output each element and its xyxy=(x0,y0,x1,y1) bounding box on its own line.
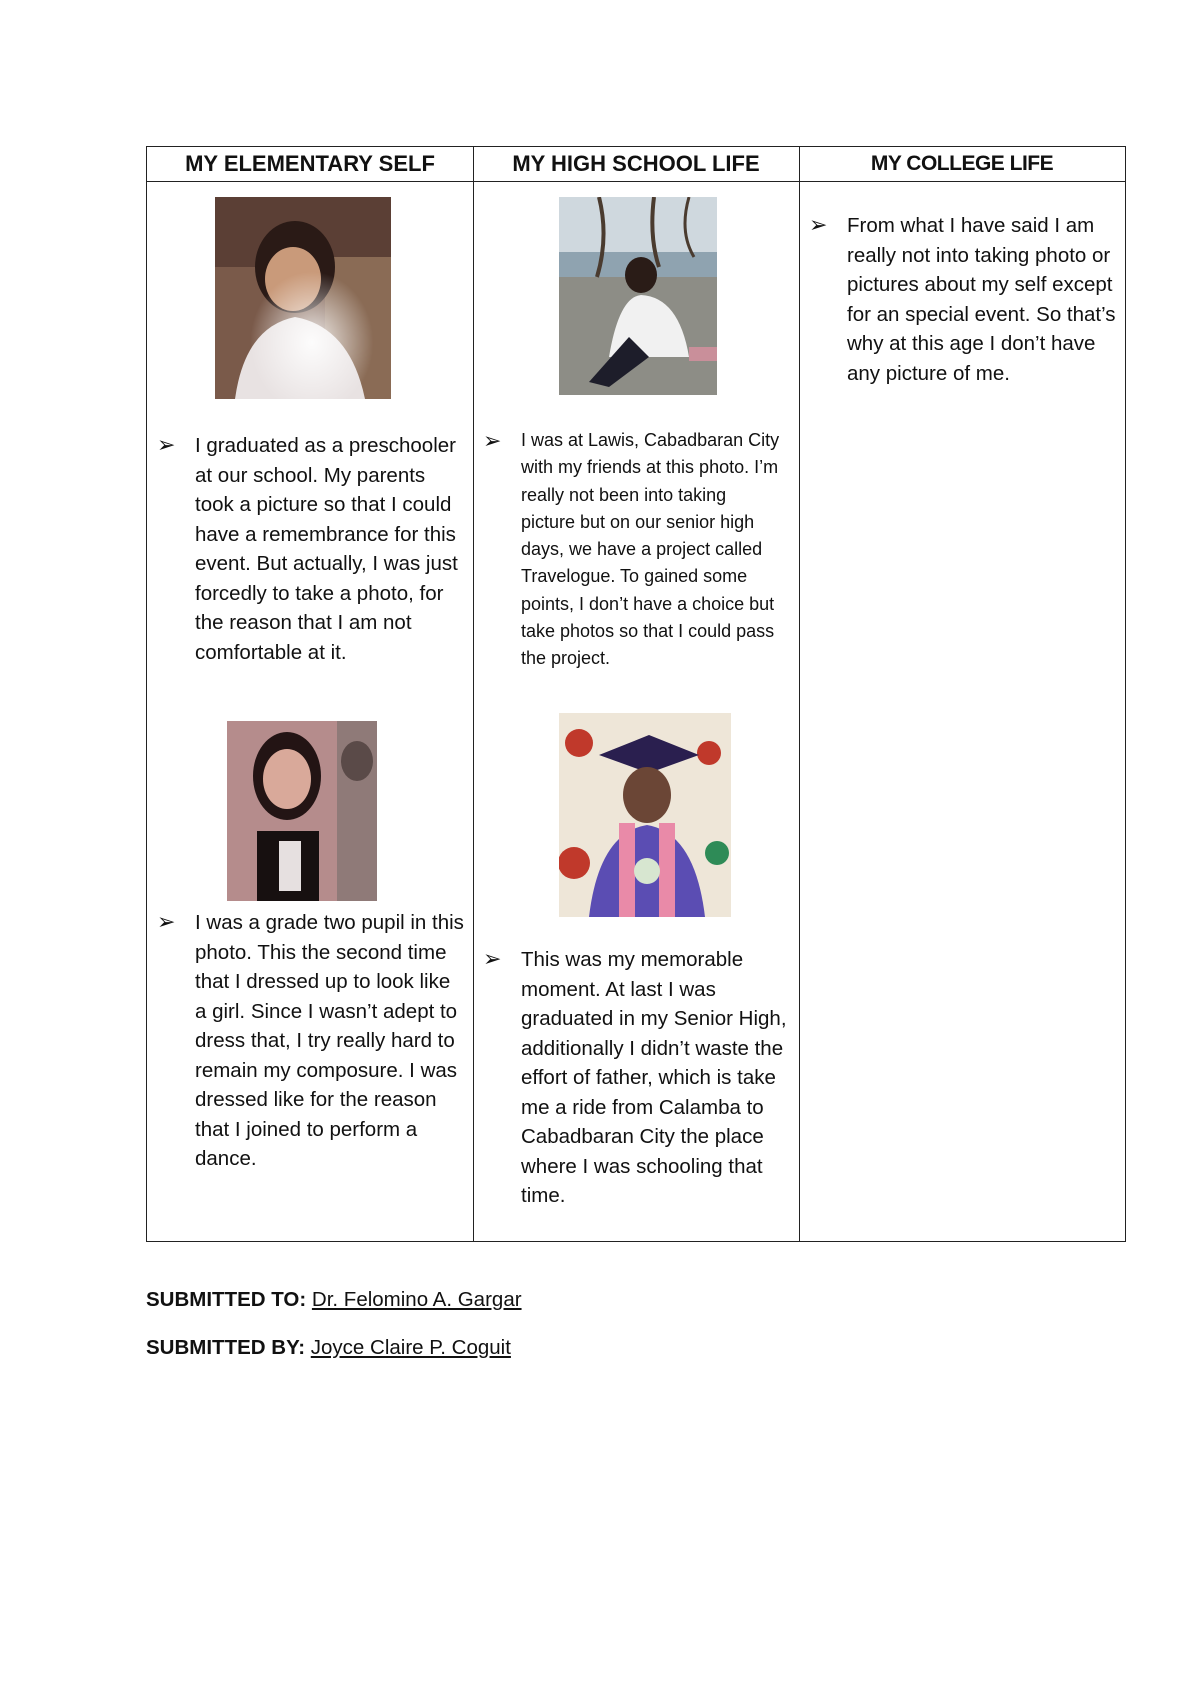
elementary-preschool-photo xyxy=(215,197,391,399)
college-entry-1-text: From what I have said I am really not into taking photo or pictures about my self except for an special event. So that’s why at this age I don’t have any picture of me. xyxy=(847,214,1116,385)
header-college: MY COLLEGE LIFE xyxy=(870,152,1054,175)
submitted-by-value: Joyce Claire P. Coguit xyxy=(310,1336,511,1359)
high-school-entry-1-text: I was at Lawis, Cabadbaran City with my friends at this photo. I’m really not been into taking picture but on our senior high days, we have a project called Travelogue. To gained some points, I don’t have a choice but take photos so that I could pass the project. xyxy=(521,430,780,669)
bullet-arrow-icon: ➢ xyxy=(157,909,176,934)
submitted-to xyxy=(146,1288,522,1312)
submitted-by xyxy=(146,1336,511,1360)
bullet-arrow-icon: ➢ xyxy=(157,432,176,457)
elementary-grade-two-photo xyxy=(227,721,377,901)
elementary-entry-2-text: I was a grade two pupil in this photo. This the second time that I dressed up to look like a girl. Since I wasn’t adept to dress that, I try really hard to remain my composure. I was dressed like for the reason that I joined to perform a dance. xyxy=(195,911,464,1170)
header-high-school: MY HIGH SCHOOL LIFE xyxy=(512,151,760,176)
header-elementary: MY ELEMENTARY SELF xyxy=(185,151,435,176)
bullet-arrow-icon: ➢ xyxy=(483,428,502,453)
bullet-arrow-icon: ➢ xyxy=(809,212,828,237)
high-school-entry-2-text: This was my memorable moment. At last I was graduated in my Senior High, additionally I didn’t waste the effort of father, which is take me a ride from Calamba to Cabadbaran City the place where I was schooling that time. xyxy=(521,948,787,1207)
column-divider xyxy=(473,147,474,1241)
header-divider xyxy=(147,181,1125,182)
submitted-to-label: SUBMITTED TO: xyxy=(146,1288,307,1311)
bullet-arrow-icon: ➢ xyxy=(483,946,502,971)
memory-table xyxy=(146,146,1126,1242)
column-divider xyxy=(799,147,800,1241)
elementary-entry-1-text: I graduated as a preschooler at our school. My parents took a picture so that I could have a remembrance for this event. But actually, I was just forcedly to take a photo, for the reason that I am not comfortable at it. xyxy=(195,434,458,664)
submitted-to-value: Dr. Felomino A. Gargar xyxy=(311,1288,522,1311)
submitted-by-label: SUBMITTED BY: xyxy=(146,1336,306,1359)
high-school-beach-photo xyxy=(559,197,717,395)
high-school-graduation-photo xyxy=(559,713,731,917)
